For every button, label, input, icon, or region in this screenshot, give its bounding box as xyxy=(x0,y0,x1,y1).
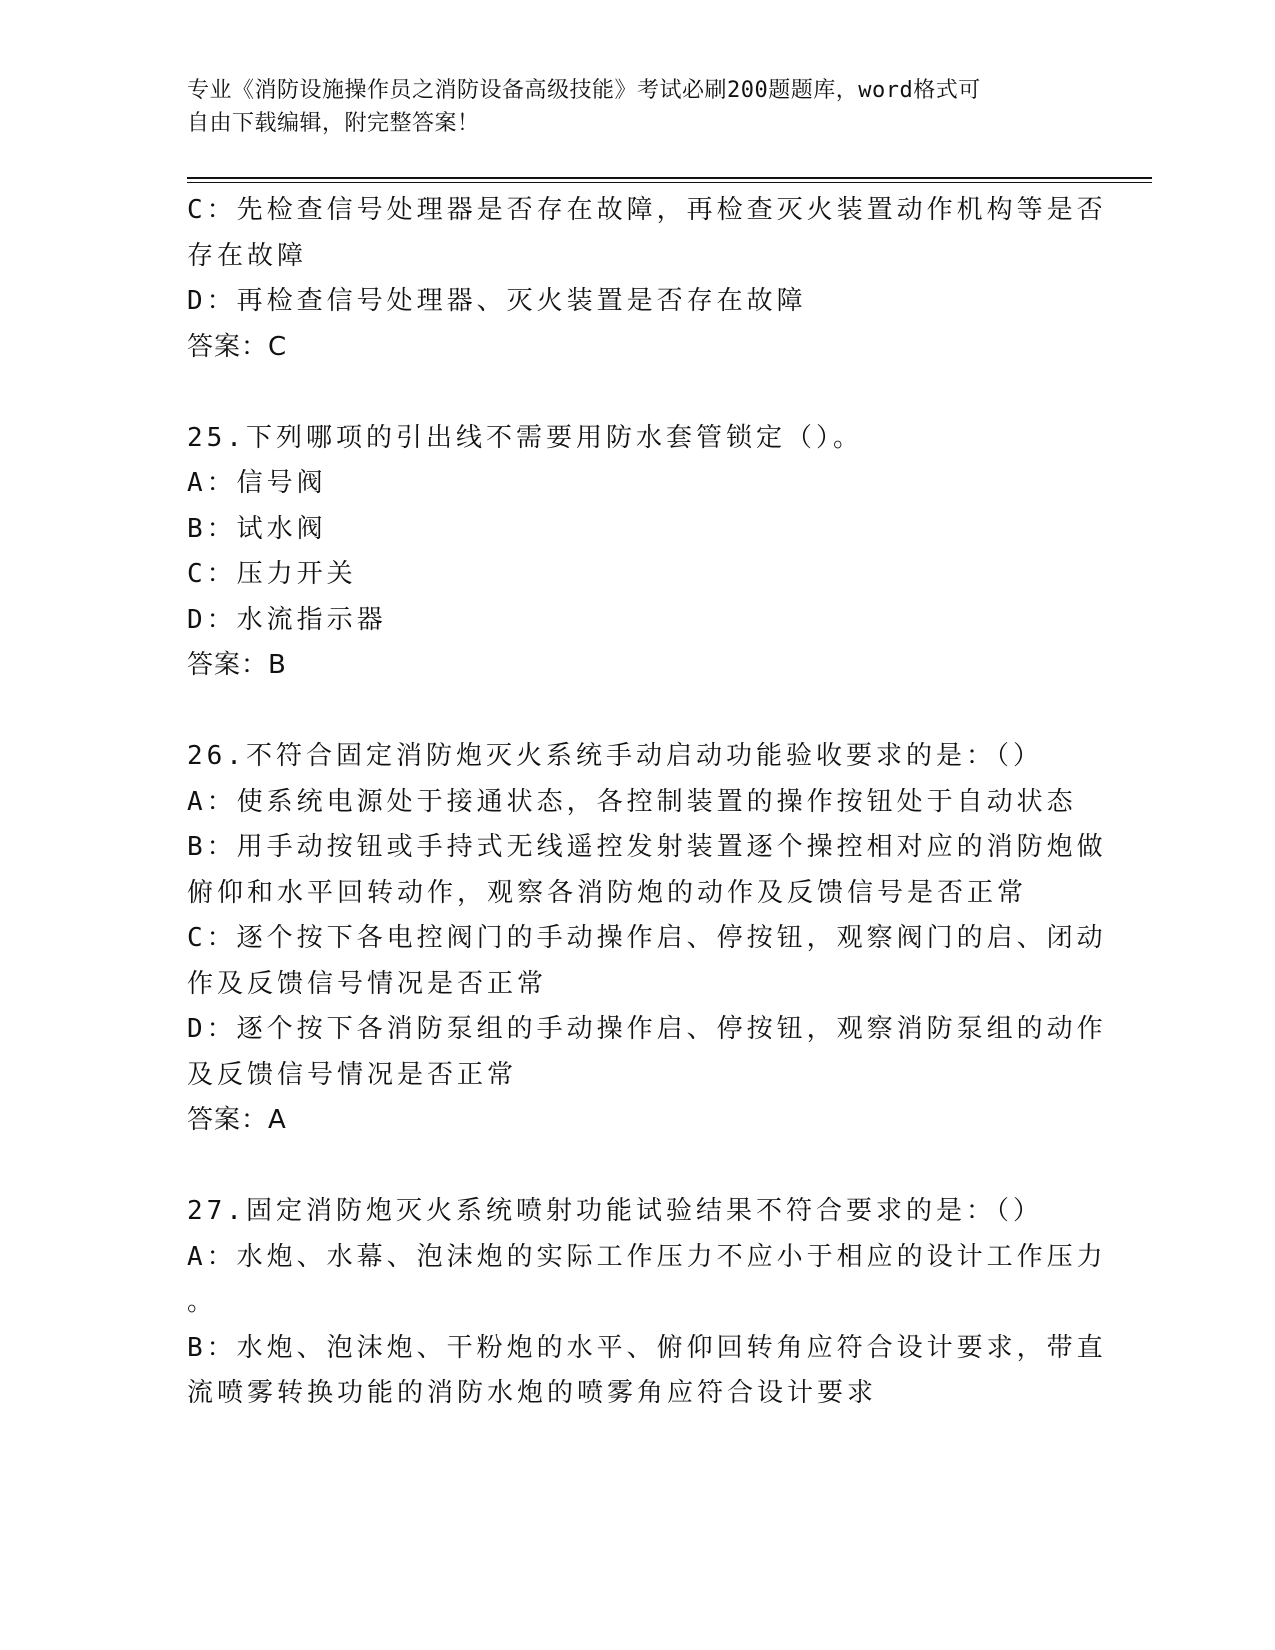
answer-line: 答案：B xyxy=(187,650,287,680)
option-b-line-1: B：水炮、泡沫炮、干粉炮的水平、俯仰回转角应符合设计要求，带直 xyxy=(187,1332,1107,1363)
question-text: 27.固定消防炮灭火系统喷射功能试验结果不符合要求的是：（） xyxy=(187,1196,1043,1226)
question-25 xyxy=(187,416,1087,689)
question-26 xyxy=(187,734,1107,1144)
option-b-line-2: 俯仰和水平回转动作，观察各消防炮的动作及反馈信号是否正常 xyxy=(187,877,1028,908)
answer-line: 答案：C xyxy=(187,331,288,362)
header-line-2: 自由下载编辑，附完整答案！ xyxy=(187,111,480,136)
page-header xyxy=(187,74,1067,140)
question-content xyxy=(187,188,1107,1417)
option-c-line-1: C：先检查信号处理器是否存在故障，再检查灭火装置动作机构等是否 xyxy=(187,195,1107,225)
header-rule-thick xyxy=(187,177,1152,179)
header-rule-thin xyxy=(187,182,1152,183)
option-a-line-1: A：水炮、水幕、泡沫炮的实际工作压力不应小于相应的设计工作压力 xyxy=(187,1241,1107,1272)
option-b-line-2: 流喷雾转换功能的消防水炮的喷雾角应符合设计要求 xyxy=(187,1378,878,1408)
option-c: C：压力开关 xyxy=(187,559,357,589)
option-b: B：试水阀 xyxy=(187,513,327,544)
question-text: 25.下列哪项的引出线不需要用防水套管锁定（）。 xyxy=(187,422,863,453)
question-27 xyxy=(187,1189,1107,1417)
header-line-1: 专业《消防设施操作员之消防设备高级技能》考试必刷200题题库，word格式可 xyxy=(187,78,981,103)
option-a-line-2: 。 xyxy=(187,1287,218,1317)
spacer xyxy=(187,370,1087,416)
option-c-line-2: 作及反馈信号情况是否正常 xyxy=(187,968,548,999)
option-d-line-1: D：逐个按下各消防泵组的手动操作启、停按钮，观察消防泵组的动作 xyxy=(187,1014,1107,1044)
option-d: D：再检查信号处理器、灭火装置是否存在故障 xyxy=(187,286,807,316)
spacer xyxy=(187,1144,1087,1190)
option-a: A：信号阀 xyxy=(187,468,327,498)
question-text: 26.不符合固定消防炮灭火系统手动启动功能验收要求的是：（） xyxy=(187,741,1043,771)
option-b-line-1: B：用手动按钮或手持式无线遥控发射装置逐个操控相对应的消防炮做 xyxy=(187,832,1107,862)
option-c-line-1: C：逐个按下各电控阀门的手动操作启、停按钮，观察阀门的启、闭动 xyxy=(187,923,1107,953)
option-d-line-2: 及反馈信号情况是否正常 xyxy=(187,1059,518,1090)
spacer xyxy=(187,689,1087,735)
option-c-line-2: 存在故障 xyxy=(187,240,308,271)
option-d: D：水流指示器 xyxy=(187,604,387,635)
option-a: A：使系统电源处于接通状态，各控制装置的操作按钮处于自动状态 xyxy=(187,786,1077,817)
answer-line: 答案：A xyxy=(187,1105,287,1135)
